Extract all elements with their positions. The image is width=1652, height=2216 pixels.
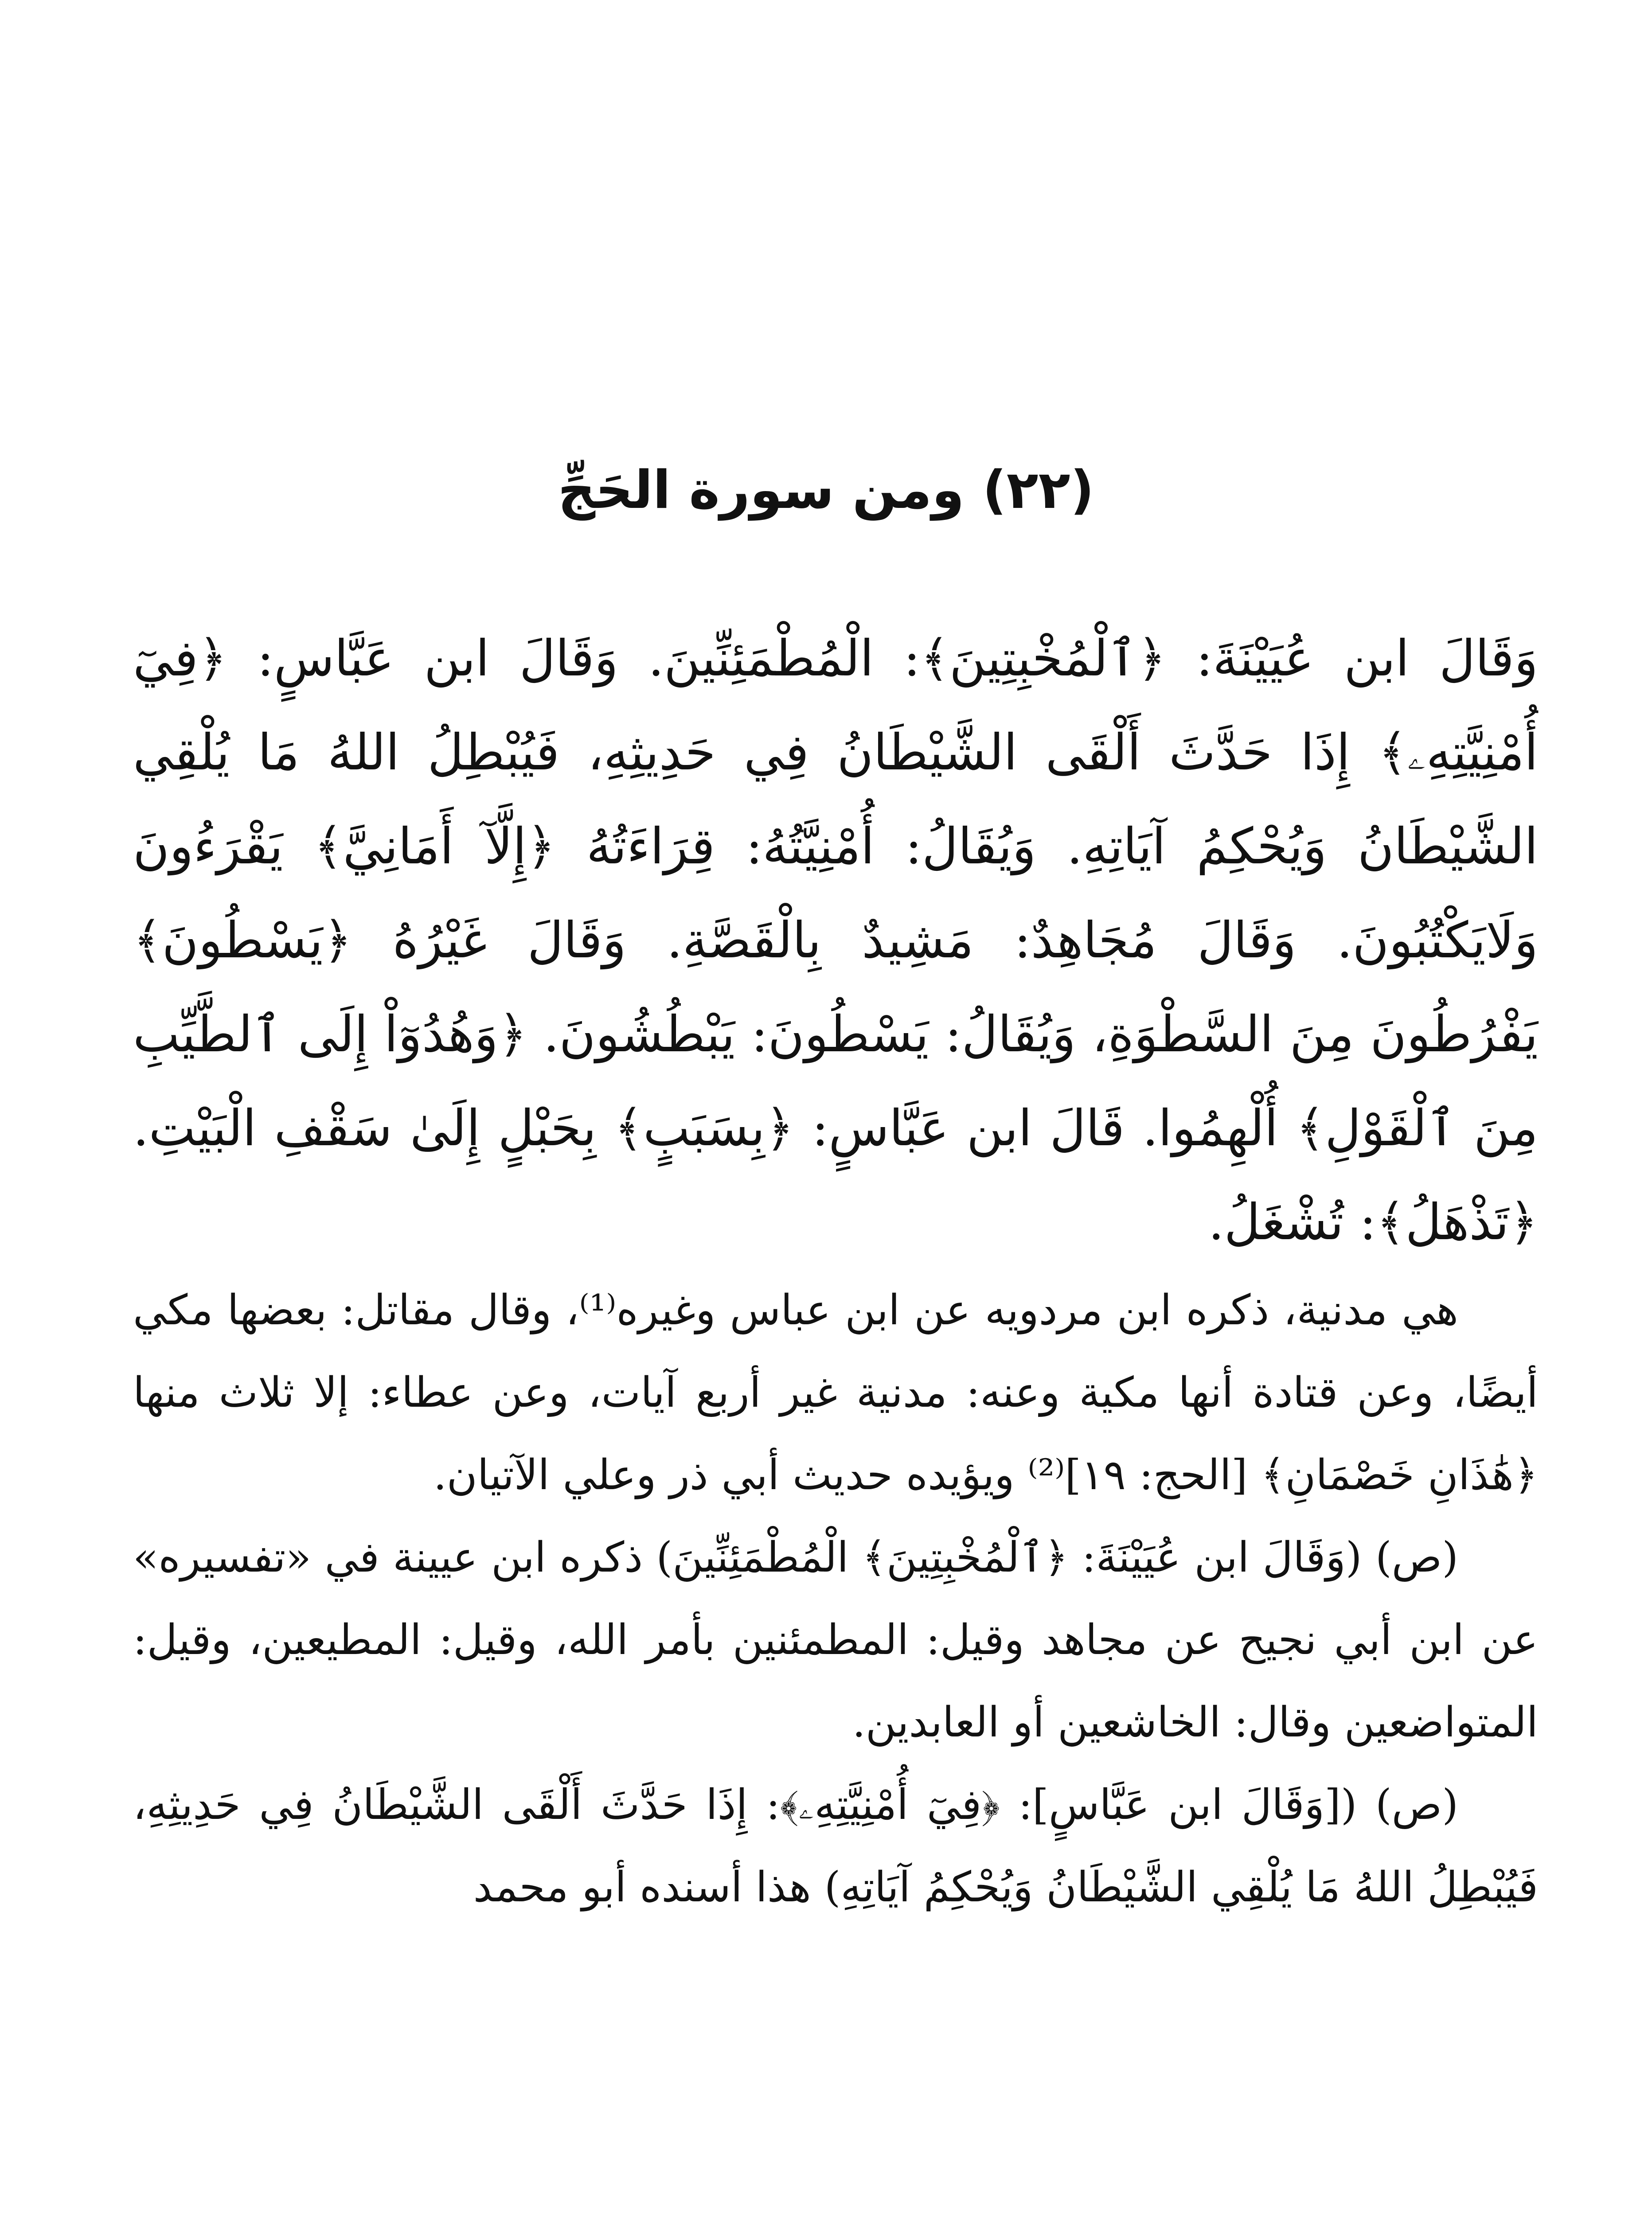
hadith-text-paragraph: وَقَالَ ابن عُيَيْنَةَ: ﴿ٱلْمُخْبِتِينَ﴾: الْمُطْمَئِنِّينَ. وَقَالَ ابن عَبَّاسٍ: ﴿فِيٓ أُمْنِيَّتِهِۦ﴾ إِذَا حَدَّثَ أَلْقَى الشَّيْطَانُ فِي حَدِيثِهِ، فَيُبْطِلُ اللهُ مَا يُلْقِي الشَّيْطَانُ وَيُحْكِمُ آيَاتِهِ. وَيُقَالُ: أُمْنِيَّتُهُ: قِرَاءَتُهُ ﴿إِلَّآ أَمَانِيَّ﴾ يَقْرَءُونَ وَلَايَكْتُبُونَ. وَقَالَ مُجَاهِدٌ: مَشِيدٌ بِالْقَصَّةِ. وَقَالَ غَيْرُهُ ﴿يَسْطُونَ﴾ يَفْرُطُونَ مِنَ السَّطْوَةِ، وَيُقَالُ: يَسْطُونَ: يَبْطُشُونَ. ﴿وَهُدُوٓاْ إِلَى ٱلطَّيِّبِ مِنَ ٱلْقَوْلِ﴾ أُلْهِمُوا. قَالَ ابن عَبَّاسٍ: ﴿بِسَبَبٍ﴾ بِحَبْلٍ إِلَىٰ سَقْفِ الْبَيْتِ. ﴿تَذْهَلُ﴾: تُشْغَلُ. <box>133 630 1538 1251</box>
commentary-paragraph: (ص) ([وَقَالَ ابن عَبَّاسٍ]: ﴿فِيٓ أُمْنِيَّتِهِۦ﴾: إِذَا حَدَّثَ أَلْقَى الشَّيْطَانُ فِي حَدِيثِهِ، فَيُبْطِلُ اللهُ مَا يُلْقِي الشَّيْطَانُ وَيُحْكِمُ آيَاتِهِ) هذا أسنده أبو محمد <box>133 1781 1538 1912</box>
commentary-paragraph: (ص) (وَقَالَ ابن عُيَيْنَةَ: ﴿ٱلْمُخْبِتِينَ﴾ الْمُطْمَئِنِّينَ) ذكره ابن عيينة في «تفسيره» عن ابن أبي نجيح عن مجاهد وقيل: المطمئنين بأمر الله، وقيل: المطيعين، وقيل: المتواضعين وقال: الخاشعين أو العابدين. <box>133 1533 1538 1747</box>
chapter-title: (٢٢) ومن سورة الحَجِّ <box>558 459 1094 520</box>
commentary-paragraph: هي مدنية، ذكره ابن مردويه عن ابن عباس وغيره⁽¹⁾، وقال مقاتل: بعضها مكي أيضًا، وعن قتادة أنها مكية وعنه: مدنية غير أربع آيات، وعن عطاء: إلا ثلاث منها ﴿هَٰذَانِ خَصْمَانِ﴾ [الحج: ١٩]⁽²⁾ ويؤيده حديث أبي ذر وعلي الآتيان. <box>133 1286 1538 1499</box>
main-text <box>133 612 1538 1929</box>
